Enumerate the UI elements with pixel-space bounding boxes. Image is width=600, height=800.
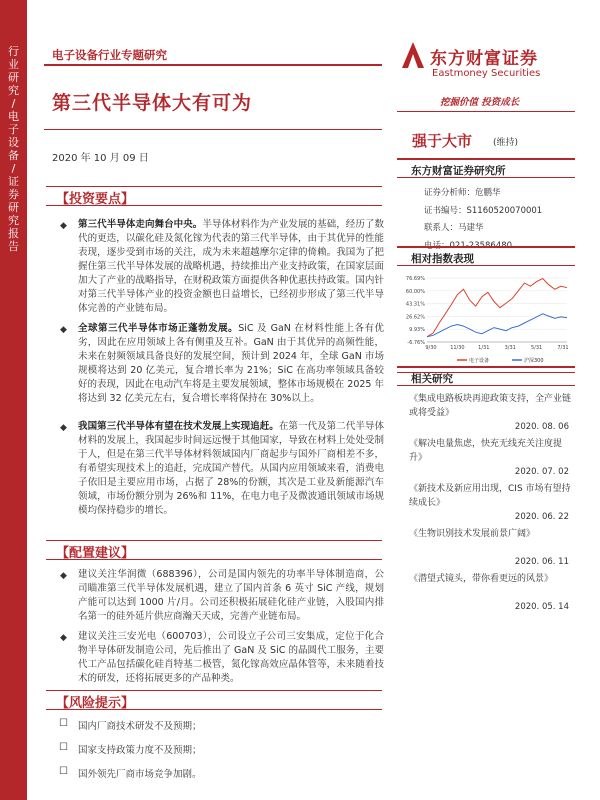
analyst-line: 证券分析师：危鹏华	[424, 188, 501, 198]
risk-item-text: 国家支持政策力度不及预期；	[78, 745, 202, 756]
page-title: 第三代半导体大有可为	[52, 92, 253, 114]
sidebar-char: 研	[8, 71, 19, 84]
related-heading	[397, 366, 575, 386]
publish-date: 2020 年 10 月 09 日	[52, 153, 149, 164]
related-report-link[interactable]: 《新技术及新应用出现，CIS 市场有望持续成长》	[409, 484, 571, 508]
diamond-bullet-icon: ◆	[60, 571, 67, 581]
sidebar-char: /	[11, 162, 16, 175]
rating-label: 强于大市	[412, 132, 473, 150]
related-report-date: 2020. 08. 06	[514, 422, 569, 432]
para-lead: 第三代半导体走向舞台中央。	[78, 219, 203, 230]
risk-item	[48, 742, 384, 756]
chart-heading	[397, 246, 575, 266]
chart-y-tick-label: 26.62%	[405, 314, 425, 321]
square-bullet-icon: ☐	[59, 742, 68, 753]
rating-divider	[397, 111, 575, 112]
sidebar-char: 电	[8, 110, 19, 123]
related-report-date: 2020. 07. 02	[514, 467, 569, 477]
square-bullet-icon: ☐	[59, 718, 68, 729]
sidebar-category-text	[3, 45, 24, 253]
sidebar-char: 报	[8, 227, 19, 240]
sidebar-char: 备	[8, 149, 19, 162]
square-bullet-icon: ☐	[59, 766, 68, 777]
allocation-para-2	[48, 630, 384, 686]
section-investment-title: 【投资要点】	[56, 192, 135, 207]
diamond-bullet-icon: ◆	[60, 325, 67, 335]
chart-legend-label: 沪深300	[524, 358, 544, 364]
investment-para-2	[48, 322, 384, 406]
chart-x-tick-label: 1/31	[478, 345, 490, 351]
chart-title: 相对指数表现	[411, 253, 474, 265]
chart-y-tick-label: 60.00%	[405, 288, 425, 295]
title-divider	[44, 129, 382, 130]
sidebar-char: /	[11, 97, 16, 110]
sidebar-char: 究	[8, 214, 19, 227]
para-body: SiC 及 GaN 在材料性能上各有优劣，因此在应用领域上各有侧重及互补。GaN 由于其优异的高频性能，未来在射频领域具备良好的发展空间，预计到 2024 年，全球 GaN 市场规模将达到 20 亿美元，复合增长率为 21%；SiC 在高功率领域具备较好的表现，因此在电动汽车将是主要发展领域，整体市场规模在 2025 年将达到 32 亿美元左右，复合增长率将保持在 30%以上。	[78, 323, 384, 404]
para-lead: 全球第三代半导体市场正蓬勃发展。	[78, 323, 239, 334]
eastmoney-logo-icon	[400, 40, 426, 70]
brand-name-cn: 东方财富证券	[430, 49, 538, 69]
chart-y-tick-label: -6.76%	[407, 340, 425, 346]
chart-x-tick-label: 11/30	[450, 345, 465, 351]
cert-line: 证书编号：S1160520070001	[424, 206, 543, 216]
chart-legend-label: 电子设备	[469, 358, 490, 364]
section-allocation-heading	[46, 540, 382, 560]
diamond-bullet-icon: ◆	[60, 633, 67, 643]
sidebar-char: 研	[8, 201, 19, 214]
related-report-date: 2020. 06. 11	[514, 557, 569, 567]
related-report-link[interactable]: 《集成电路板块再迎政策支持，全产业链或将受益》	[409, 394, 572, 418]
relative-index-chart	[397, 270, 575, 370]
para-body: 建议关注华润微（688396），公司是国内领先的功率半导体制造商，公司瞄准第三代半导体发展机遇，建立了国内首条 6 英寸 SiC 产线，规划产能可以达到 1000 片/月。公司还积极拓展硅化硅产业链，入股国内排名第一的硅外延片供应商瀚天天成，完善产业链布局。	[78, 569, 384, 622]
chart-y-tick-label: 9.93%	[409, 327, 425, 334]
phone-line: 电话：021-23586480	[424, 241, 513, 251]
related-report-link[interactable]: 《生物识别技术发展前景广阔》	[409, 529, 536, 539]
section-allocation-title: 【配置建议】	[56, 546, 135, 561]
brand-name-en: Eastmoney Securities	[432, 68, 541, 79]
sidebar-char: 究	[8, 84, 19, 97]
related-report-date: 2020. 06. 22	[514, 512, 569, 522]
chart-y-tick-label: 76.69%	[405, 276, 425, 282]
sidebar-char: 子	[8, 123, 19, 136]
institute-heading	[397, 158, 575, 178]
report-series: 电子设备行业专题研究	[52, 48, 167, 62]
para-body: 半导体材料作为产业发展的基础，经历了数代的更迭，以碳化硅及氮化镓为代表的第三代半导体，由于其优异的性能表现，逐步受到市场的关注，成为未来超越摩尔定律的倚赖。我国为了把握住第三代半导体发展的战略机遇，持续推出产业支持政策，在国家层面加大了产业的战略指导，在财税政策方面提供各种优惠扶持政策。国内针对第三代半导体产业的投资金额也日益增长，已经初步形成了第三代半导体完善的产业链布局。	[78, 219, 384, 314]
section-risk-heading	[46, 690, 382, 710]
related-report-link[interactable]: 《解决电量焦虑，快充无线充关注度提升》	[409, 439, 563, 463]
sidebar-char: 告	[8, 240, 19, 253]
investment-para-3	[48, 420, 384, 518]
chart-x-tick-label: 9/30	[425, 345, 437, 351]
rating-status: (维持)	[493, 138, 519, 148]
para-body: 在第一代及第二代半导体材料的发展上，我国起步时间远远慢于其他国家，导致在材料上处处受制于人，但是在第三代半导体材料领域国内厂商起步与国外厂商相差不多，有希望实现技术上的追赶，完成国产替代。从国内应用领域来看，消费电子依旧是主要应用市场，占据了 28%的份额，其次是工业及新能源汽车领域，市场份额分别为 26%和 11%，在电力电子及微波通讯领域市场规模均保持稳步的增长。	[78, 421, 384, 516]
risk-item-text: 国内厂商技术研发不及预期；	[78, 721, 202, 732]
related-report-link[interactable]: 《潜望式镜头，带你看更远的风景》	[409, 574, 554, 584]
chart-x-tick-label: 7/31	[557, 345, 569, 351]
investment-para-1	[48, 218, 384, 316]
risk-item	[48, 766, 384, 780]
allocation-para-1	[48, 568, 384, 624]
chart-y-tick-label: 43.31%	[405, 301, 425, 308]
chart-series-line	[427, 314, 567, 337]
diamond-bullet-icon: ◆	[60, 423, 67, 433]
risk-item	[48, 718, 384, 732]
sidebar-char: 行	[8, 45, 19, 58]
section-risk-title: 【风险提示】	[56, 696, 135, 711]
sidebar-char: 证	[8, 175, 19, 188]
para-lead: 我国第三代半导体有望在技术发展上实现追赶。	[78, 421, 279, 432]
sidebar-char: 券	[8, 188, 19, 201]
diamond-bullet-icon: ◆	[60, 221, 67, 231]
risk-item-text: 国外领先厂商市场竞争加剧。	[78, 769, 202, 780]
related-report-date: 2020. 05. 14	[514, 602, 569, 612]
institute-name: 东方财富证券研究所	[411, 165, 506, 177]
contact-line: 联系人：马建华	[424, 223, 484, 233]
header-divider	[44, 64, 382, 66]
chart-x-tick-label: 5/31	[530, 345, 543, 351]
sidebar-char: 设	[8, 136, 19, 149]
section-investment-heading	[46, 186, 382, 206]
para-body: 建议关注三安光电（600703），公司设立子公司三安集成，定位于化合物半导体研发制造公司，先后推出了 GaN 及 SiC 的晶圆代工服务，主要代工产品包括碳化硅肖特基二极管，氮化镓高效应晶体管等，未来随着技术的研发，还将拓展更多的产品种类。	[78, 631, 384, 684]
sidebar-char: 业	[8, 58, 19, 71]
brand-slogan: 挖掘价值 投资成长	[440, 97, 520, 108]
related-title: 相关研究	[411, 373, 453, 385]
chart-x-tick-label: 3/31	[504, 345, 516, 351]
sidebar-banner	[0, 0, 27, 800]
